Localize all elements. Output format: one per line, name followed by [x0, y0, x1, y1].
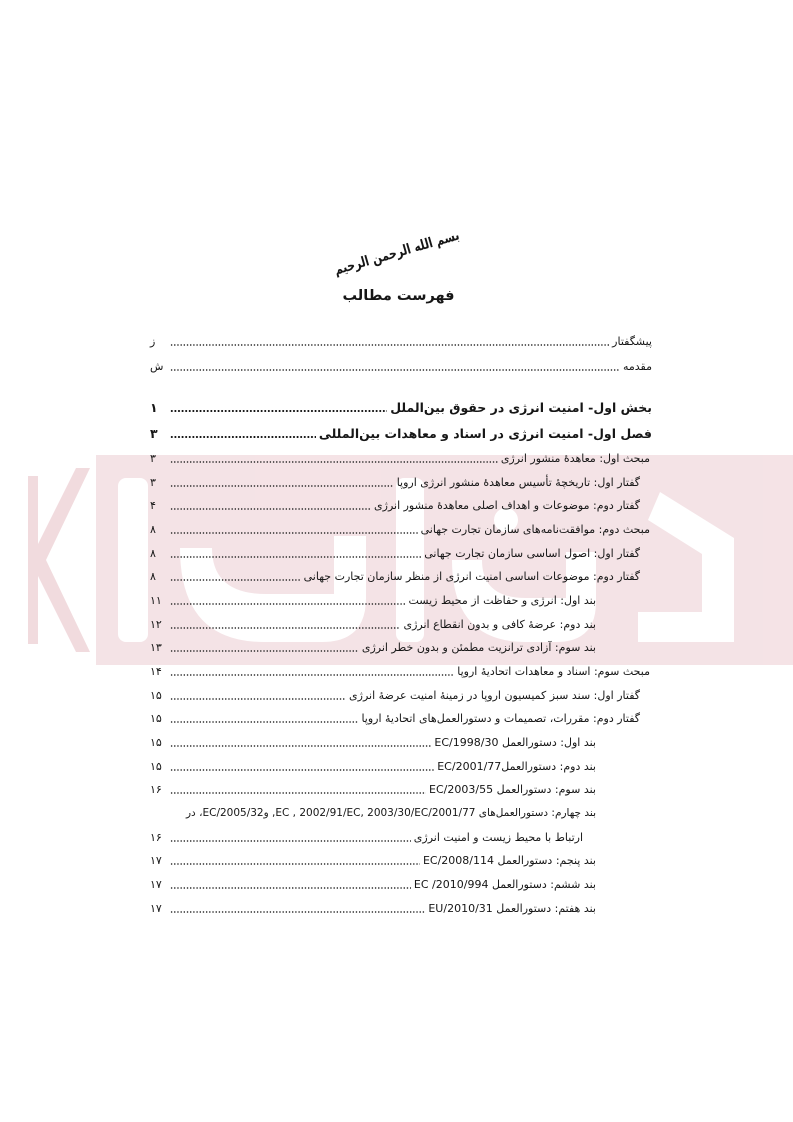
basmala-text: بسم الله الرحمن الرحیم [332, 227, 461, 279]
dot-leader [170, 731, 431, 755]
toc-entry-title: گفتار اول: اصول اساسی سازمان تجارت جهانی [424, 546, 640, 560]
toc-part-chapter [150, 395, 652, 447]
toc-entry-title: بند چهارم: دستورالعمل‌های 2001/77/EC , 2002/91/EC, 2003/30/EC, و2005/32/EC، در [185, 807, 596, 820]
dot-leader [170, 755, 434, 779]
dot-leader [170, 395, 387, 421]
dot-leader [170, 707, 358, 731]
toc-entry-title: پیشگفتار [612, 335, 652, 348]
toc-entry-title: گفتار دوم: موضوعات و اهداف اصلی معاهدهٔ منشور انرژی [374, 499, 640, 513]
toc-section-1 [150, 447, 652, 471]
toc-page-number: ۱۷ [150, 854, 162, 868]
toc-page-number: ۸ [150, 546, 156, 560]
toc-subsection-2-2 [150, 565, 652, 589]
toc-entry-title: بند سوم: دستورالعمل 2003/55/EC [429, 783, 596, 797]
toc-page-number: ۱۷ [150, 878, 162, 892]
toc-entry-title: بند سوم: آزادی ترانزیت مطمئن و بدون خطر انرژی [361, 641, 596, 655]
toc-entry-title: بند دوم: عرضهٔ کافی و بدون انقطاع انرژی [403, 617, 596, 631]
dot-leader [170, 354, 620, 379]
toc-part-1 [150, 395, 652, 421]
toc-page-number: ۳ [150, 475, 156, 489]
toc-page-number: ۸ [150, 570, 156, 584]
dot-leader [170, 518, 418, 542]
toc-clause-3-2-7 [150, 897, 652, 921]
toc-subsection-1-1 [150, 471, 652, 495]
watermark-chevron-bar [28, 476, 38, 644]
toc-entry-title: بند دوم: دستورالعمل2001/77/EC [437, 759, 596, 773]
toc-entry-title: بند ششم: دستورالعمل 2010/994/ EC [413, 878, 596, 892]
toc-entry-title: گفتار اول: تاریخچهٔ تأسیس معاهدهٔ منشور انرژی اروپا [396, 475, 640, 489]
toc-subsection-1-2 [150, 494, 652, 518]
toc-entry-title: گفتار اول: سند سبز کمیسیون اروپا در زمینهٔ امنیت عرضهٔ انرژی [349, 688, 640, 702]
toc-entry-introduction [150, 354, 652, 379]
toc-clause-3-2-5 [150, 849, 652, 873]
toc-page-number: ۳ [150, 426, 158, 441]
toc-page-number: ۱۵ [150, 736, 162, 750]
toc-page-number: ۱۶ [150, 783, 162, 797]
toc-page-number: ۱۲ [150, 617, 162, 631]
dot-leader [170, 471, 394, 495]
toc-subsection-2-1 [150, 542, 652, 566]
toc-entry-title: مبحث اول: معاهدهٔ منشور انرژی [500, 452, 650, 465]
toc-entry-continuation [150, 826, 652, 850]
toc-page-number: ۱۵ [150, 688, 162, 702]
toc-page-number: ۱۶ [150, 830, 162, 844]
dot-leader [170, 542, 421, 566]
toc-entry-title: بند اول: انرژی و حفاظت از محیط زیست [408, 594, 596, 608]
dot-leader [170, 421, 316, 447]
toc-entry-title: بند پنجم: دستورالعمل 2008/114/EC [422, 854, 596, 868]
toc-entry-title-continued: ارتباط با محیط زیست و امنیت انرژی [413, 830, 583, 844]
toc-entry-title: فصل اول- امنیت انرژی در اسناد و معاهدات بین‌المللی [318, 426, 652, 441]
toc-clause-3-2-1 [150, 731, 652, 755]
toc-entry-title: گفتار دوم: موضوعات اساسی امنیت انرژی از منظر سازمان تجارت جهانی [303, 570, 640, 584]
toc-page-number: ش [150, 360, 164, 373]
toc-page-number: ۸ [150, 523, 156, 537]
toc-entry-title: مبحث دوم: موافقت‌نامه‌های سازمان تجارت جهانی [420, 523, 650, 537]
toc-clause-3-2-6 [150, 873, 652, 897]
dot-leader [170, 849, 420, 873]
dot-leader [170, 660, 454, 684]
toc-page-number: ۴ [150, 499, 156, 513]
toc-page-number: ۱۵ [150, 759, 162, 773]
toc-section-2 [150, 518, 652, 542]
toc-clause-2-2-2 [150, 613, 652, 637]
toc-entry-title: مبحث سوم: اسناد و معاهدات اتحادیهٔ اروپا [457, 665, 650, 679]
dot-leader [170, 636, 359, 660]
watermark-glyph [118, 478, 148, 642]
toc-subsection-3-1 [150, 684, 652, 708]
toc-clause-3-2-3 [150, 778, 652, 802]
watermark-chevron [30, 468, 90, 652]
toc-page-number: ۳ [150, 452, 156, 465]
dot-leader [170, 329, 609, 354]
dot-leader [170, 494, 371, 518]
toc-clause-3-2-2 [150, 755, 652, 779]
toc-entry-title: گفتار دوم: مقررات، تصمیمات و دستورالعمل‌های اتحادیهٔ اروپا [361, 712, 640, 726]
toc-sections [150, 447, 652, 920]
dot-leader [170, 778, 426, 802]
dot-leader [170, 565, 301, 589]
toc-page-number: ۱۱ [150, 594, 162, 608]
toc-entry-preface [150, 329, 652, 354]
toc-subsection-3-2 [150, 707, 652, 731]
dot-leader [170, 684, 346, 708]
basmala-calligraphy [0, 227, 793, 279]
toc-page-number: ز [150, 335, 156, 348]
toc-entry-title: بند اول: دستورالعمل 1998/30/EC [434, 736, 596, 750]
toc-section-3 [150, 660, 652, 684]
toc-front-matter [150, 329, 652, 379]
toc-clause-2-2-3 [150, 636, 652, 660]
toc-page-number: ۱۴ [150, 665, 162, 679]
toc-entry-title: بخش اول- امنیت انرژی در حقوق بین‌الملل [390, 400, 652, 415]
toc-page-number: ۱۷ [150, 901, 162, 915]
page-title: فهرست مطالب [342, 288, 455, 304]
toc-page-number: ۱۳ [150, 641, 162, 655]
toc-entry-title: بند هفتم: دستورالعمل 2010/31/EU [428, 901, 596, 915]
dot-leader [170, 897, 425, 921]
toc-chapter-1 [150, 421, 652, 447]
toc-page-number: ۱ [150, 400, 158, 415]
dot-leader [170, 826, 411, 850]
dot-leader [170, 873, 411, 897]
toc-clause-3-2-4 [150, 802, 652, 849]
dot-leader [170, 447, 498, 471]
dot-leader [170, 613, 400, 637]
dot-leader [170, 589, 406, 613]
toc-page-number: ۱۵ [150, 712, 162, 726]
toc-clause-2-2-1 [150, 589, 652, 613]
toc-entry-title: مقدمه [622, 360, 652, 373]
